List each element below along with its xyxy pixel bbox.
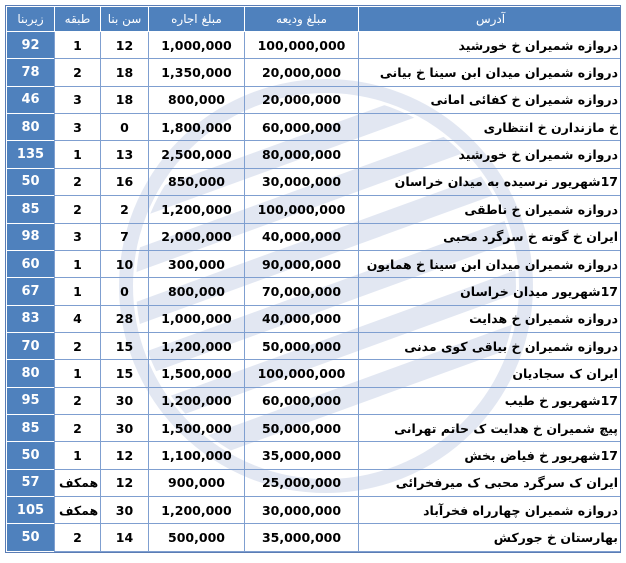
table-row [7,360,622,387]
cell-age: 2 [101,196,149,223]
cell-age: 30 [101,415,149,442]
cell-deposit: 40,000,000 [245,305,359,332]
cell-floor: 1 [55,278,101,305]
cell-floor: همکف [55,497,101,524]
table-body [7,32,622,552]
cell-area: 70 [7,332,55,359]
cell-area: 92 [7,32,55,59]
cell-rent: 2,500,000 [149,141,245,168]
cell-deposit: 60,000,000 [245,114,359,141]
table-row [7,469,622,496]
cell-address: 17شهریور خ فیاض بخش [359,442,622,469]
table-row [7,223,622,250]
cell-rent: 850,000 [149,168,245,195]
cell-address: ایران ک سرگرد محبی ک میرفخرائی [359,469,622,496]
cell-deposit: 90,000,000 [245,250,359,277]
cell-age: 18 [101,86,149,113]
cell-floor: 1 [55,141,101,168]
cell-floor: 4 [55,305,101,332]
cell-address: 17شهریور میدان خراسان [359,278,622,305]
cell-age: 0 [101,114,149,141]
cell-area: 60 [7,250,55,277]
cell-age: 12 [101,469,149,496]
cell-rent: 1,100,000 [149,442,245,469]
cell-deposit: 30,000,000 [245,168,359,195]
cell-floor: 3 [55,114,101,141]
cell-rent: 1,000,000 [149,305,245,332]
cell-rent: 1,200,000 [149,387,245,414]
cell-rent: 800,000 [149,278,245,305]
cell-address: دروازه شمیران چهارراه فخرآباد [359,497,622,524]
cell-floor: 1 [55,442,101,469]
header-age: سن بنا [101,7,149,32]
cell-address: بهارستان خ جورکش [359,524,622,552]
table-row [7,305,622,332]
cell-floor: 2 [55,415,101,442]
cell-area: 57 [7,469,55,496]
cell-area: 105 [7,497,55,524]
cell-address: پیچ شمیران خ هدایت ک حاتم تهرانی [359,415,622,442]
cell-deposit: 35,000,000 [245,442,359,469]
header-deposit: مبلغ ودیعه [245,7,359,32]
table-row [7,86,622,113]
cell-area: 85 [7,415,55,442]
cell-floor: 2 [55,59,101,86]
table-row [7,114,622,141]
table-row [7,32,622,59]
cell-age: 10 [101,250,149,277]
cell-address: دروازه شمیران میدان ابن سینا خ بیانی [359,59,622,86]
table-header-row [7,7,622,32]
cell-floor: همکف [55,469,101,496]
cell-age: 15 [101,332,149,359]
cell-rent: 300,000 [149,250,245,277]
cell-area: 78 [7,59,55,86]
cell-deposit: 30,000,000 [245,497,359,524]
cell-address: دروازه شمیران میدان ابن سینا خ همایون [359,250,622,277]
cell-deposit: 25,000,000 [245,469,359,496]
table-row [7,442,622,469]
table-row [7,141,622,168]
cell-deposit: 50,000,000 [245,415,359,442]
cell-age: 28 [101,305,149,332]
cell-deposit: 100,000,000 [245,32,359,59]
cell-rent: 1,200,000 [149,332,245,359]
cell-rent: 1,200,000 [149,497,245,524]
cell-floor: 2 [55,196,101,223]
table-row [7,387,622,414]
cell-floor: 1 [55,250,101,277]
cell-age: 12 [101,32,149,59]
cell-area: 80 [7,360,55,387]
cell-rent: 1,200,000 [149,196,245,223]
cell-rent: 1,500,000 [149,415,245,442]
cell-deposit: 60,000,000 [245,387,359,414]
cell-deposit: 70,000,000 [245,278,359,305]
cell-floor: 1 [55,360,101,387]
cell-address: ایران خ گوته خ سرگرد محبی [359,223,622,250]
header-area: زیربنا [7,7,55,32]
rental-listings-table [6,6,621,552]
cell-age: 7 [101,223,149,250]
cell-area: 50 [7,524,55,552]
cell-area: 95 [7,387,55,414]
cell-deposit: 50,000,000 [245,332,359,359]
cell-floor: 2 [55,387,101,414]
table-row [7,278,622,305]
cell-floor: 1 [55,32,101,59]
cell-area: 50 [7,168,55,195]
header-address: آدرس [359,7,622,32]
table-row [7,59,622,86]
cell-address: دروازه شمیران خ کفائی امانی [359,86,622,113]
cell-rent: 2,000,000 [149,223,245,250]
cell-age: 30 [101,497,149,524]
cell-rent: 900,000 [149,469,245,496]
cell-area: 85 [7,196,55,223]
cell-deposit: 100,000,000 [245,360,359,387]
cell-address: خ مازندارن خ انتظاری [359,114,622,141]
cell-floor: 3 [55,86,101,113]
cell-floor: 2 [55,168,101,195]
cell-age: 13 [101,141,149,168]
cell-area: 67 [7,278,55,305]
cell-rent: 1,000,000 [149,32,245,59]
table-row [7,524,622,552]
table-row [7,250,622,277]
table-row [7,332,622,359]
cell-rent: 1,800,000 [149,114,245,141]
cell-address: دروازه شمیران خ خورشید [359,141,622,168]
header-rent: مبلغ اجاره [149,7,245,32]
cell-area: 98 [7,223,55,250]
table-row [7,497,622,524]
table-row [7,168,622,195]
cell-address: ایران ک سجادیان [359,360,622,387]
cell-age: 18 [101,59,149,86]
cell-rent: 1,350,000 [149,59,245,86]
cell-area: 135 [7,141,55,168]
cell-age: 15 [101,360,149,387]
cell-age: 30 [101,387,149,414]
cell-area: 80 [7,114,55,141]
header-floor: طبقه [55,7,101,32]
cell-address: 17شهریور نرسیده به میدان خراسان [359,168,622,195]
cell-deposit: 100,000,000 [245,196,359,223]
cell-floor: 2 [55,332,101,359]
cell-rent: 800,000 [149,86,245,113]
cell-rent: 500,000 [149,524,245,552]
cell-deposit: 80,000,000 [245,141,359,168]
cell-floor: 2 [55,524,101,552]
cell-address: دروازه شمیران خ خورشید [359,32,622,59]
cell-rent: 1,500,000 [149,360,245,387]
table-row [7,196,622,223]
cell-address: 17شهریور خ طیب [359,387,622,414]
cell-area: 46 [7,86,55,113]
cell-deposit: 40,000,000 [245,223,359,250]
cell-age: 0 [101,278,149,305]
cell-deposit: 20,000,000 [245,59,359,86]
table-row [7,415,622,442]
cell-age: 14 [101,524,149,552]
cell-floor: 3 [55,223,101,250]
cell-area: 83 [7,305,55,332]
cell-address: دروازه شمیران خ بیاقی کوی مدنی [359,332,622,359]
cell-deposit: 20,000,000 [245,86,359,113]
cell-age: 12 [101,442,149,469]
listings-table-frame [5,5,621,553]
cell-age: 16 [101,168,149,195]
cell-address: دروازه شمیران خ هدایت [359,305,622,332]
cell-deposit: 35,000,000 [245,524,359,552]
cell-address: دروازه شمیران خ ناطقی [359,196,622,223]
cell-area: 50 [7,442,55,469]
